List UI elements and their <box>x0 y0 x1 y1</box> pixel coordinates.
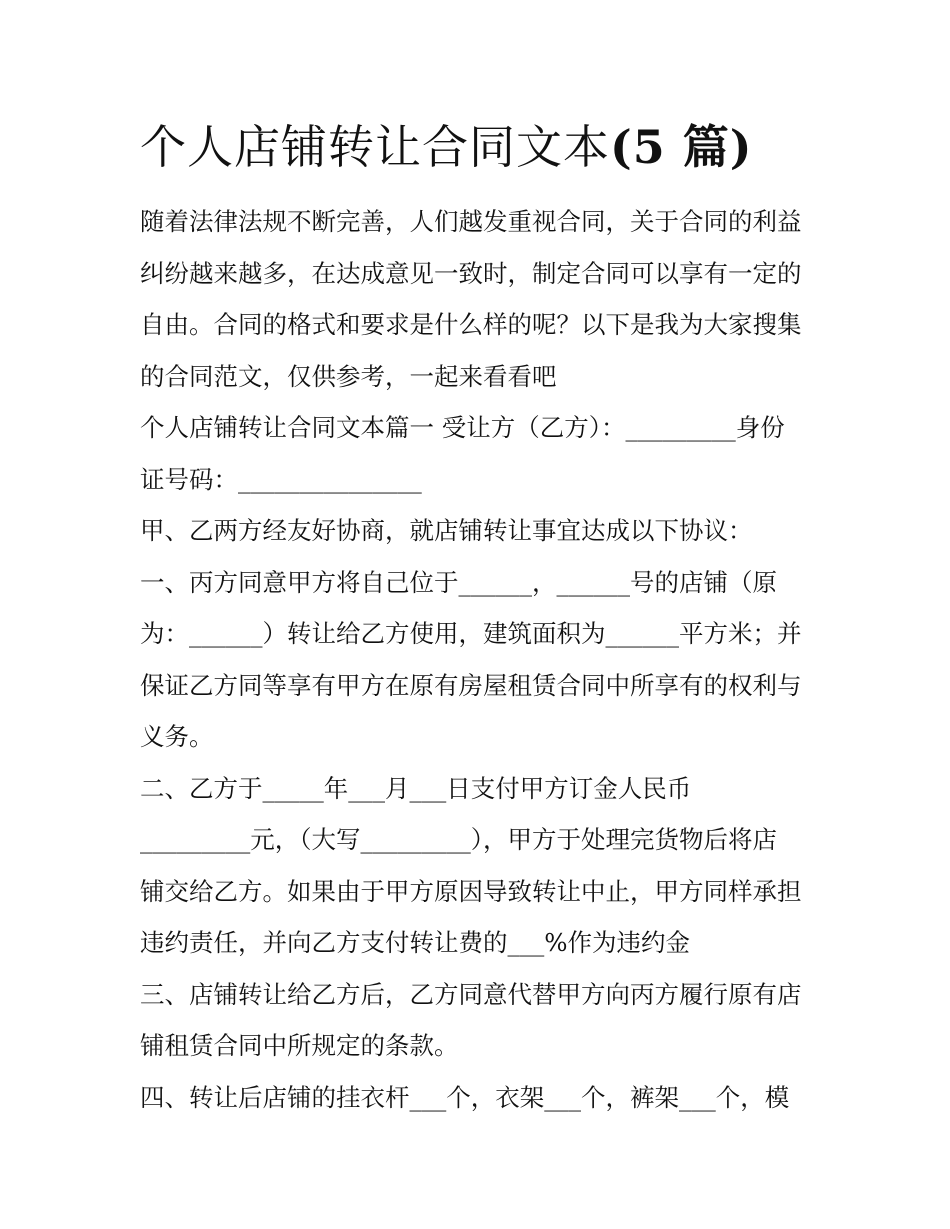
document-title-suffix: (5 篇) <box>610 120 753 174</box>
paragraph-line: 四、转让后店铺的挂衣杆___个，衣架___个，裤架___个，模 <box>140 1082 790 1112</box>
paragraph-line: 个人店铺转让合同文本篇一 受让方（乙方）：_________身份 <box>140 413 785 442</box>
paragraph-line: 义务。 <box>140 722 214 751</box>
paragraph-line: _________元，（大写_________），甲方于处理完货物后将店 <box>140 825 777 854</box>
paragraph-line: 三、店铺转让给乙方后，乙方同意代替甲方向丙方履行原有店 <box>140 979 802 1009</box>
paragraph-line: 随着法律法规不断完善，人们越发重视合同，关于合同的利益 <box>140 207 802 236</box>
paragraph-line: 违约责任，并向乙方支付转让费的___%作为违约金 <box>140 928 691 957</box>
document-title-main: 个人店铺转让合同文本 <box>140 120 610 174</box>
paragraph-line: 保证乙方同等享有甲方在原有房屋租赁合同中所享有的权利与 <box>140 670 802 700</box>
paragraph-line: 证号码：_______________ <box>140 464 422 494</box>
document-title <box>140 112 820 182</box>
paragraph-line: 铺租赁合同中所规定的条款。 <box>140 1031 459 1060</box>
paragraph-line: 为：______）转让给乙方使用，建筑面积为______平方米；并 <box>140 619 802 648</box>
paragraph-line: 甲、乙两方经友好协商，就店铺转让事宜达成以下协议： <box>140 516 753 545</box>
paragraph-line: 一、丙方同意甲方将自己位于______，______号的店铺（原 <box>140 567 777 597</box>
paragraph-line: 纠纷越来越多，在达成意见一致时，制定合同可以享有一定的 <box>140 258 802 288</box>
paragraph-line: 铺交给乙方。如果由于甲方原因导致转让中止，甲方同样承担 <box>140 876 802 906</box>
paragraph-line: 自由。合同的格式和要求是什么样的呢？以下是我为大家搜集 <box>140 310 802 339</box>
paragraph-line: 的合同范文，仅供参考，一起来看看吧 <box>140 361 557 391</box>
paragraph-line: 二、乙方于_____年___月___日支付甲方订金人民币 <box>140 773 692 803</box>
document-body <box>140 196 815 1123</box>
